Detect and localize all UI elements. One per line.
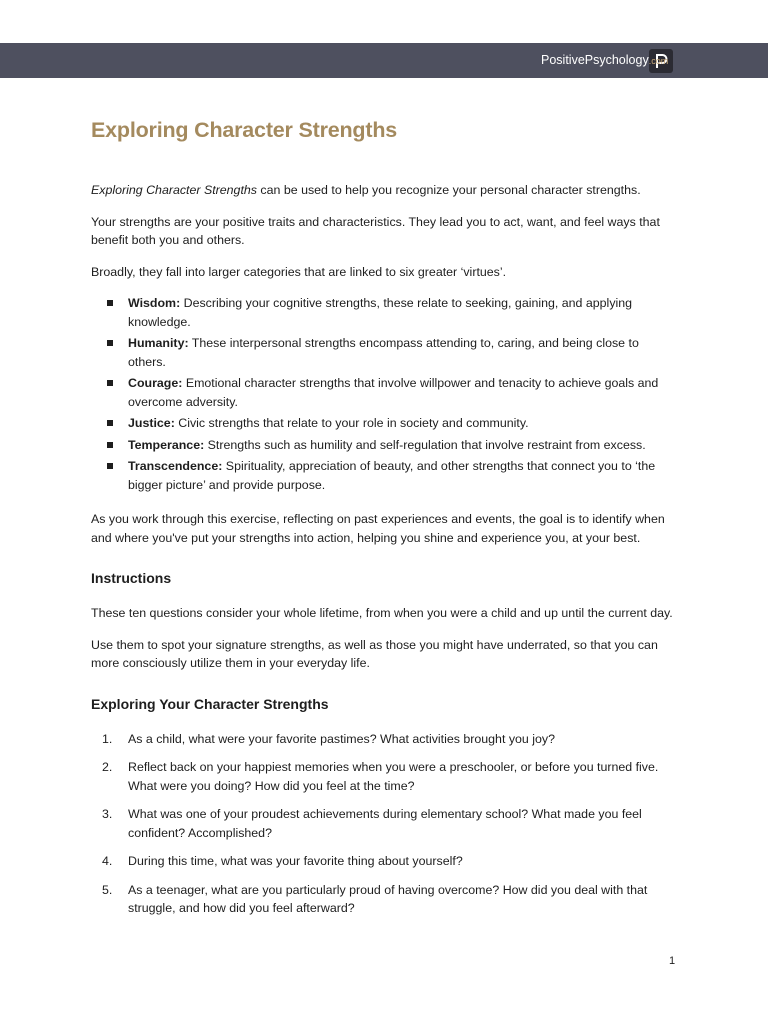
reflection-paragraph: As you work through this exercise, reflecting on past experiences and events, the goal is to identify when and where you've put your strengths into action, helping you shine and experience you, at your best. <box>91 512 665 545</box>
list-item: 4. During this time, what was your favorite thing about yourself? <box>102 854 463 868</box>
page-title: Exploring Character Strengths <box>91 118 398 142</box>
list-item: Courage: Emotional character strengths that involve willpower and tenacity to achieve goals and overcome adversity. <box>91 374 676 411</box>
list-item: 5. As a teenager, what are you particularly proud of having overcome? How did you deal with that struggle, and how did you feel afterward? <box>102 882 648 915</box>
list-item: Transcendence: Spirituality, appreciation of beauty, and other strengths that connect you to ‘the bigger picture’ and provide purpose. <box>91 457 676 494</box>
instructions-heading: Instructions <box>91 570 172 586</box>
exploring-heading: Exploring Your Character Strengths <box>91 695 329 712</box>
list-item: Justice: Civic strengths that relate to your role in society and community. <box>91 414 676 433</box>
brand-name: PositivePsychology.com <box>541 53 669 67</box>
list-item: 2. Reflect back on your happiest memories when you were a preschooler, or before you turned five. What were you doing? How did you feel at the time? <box>102 760 659 793</box>
questions-list <box>91 730 676 918</box>
square-bullet-icon <box>107 463 113 469</box>
square-bullet-icon <box>107 340 113 346</box>
list-item: Wisdom: Describing your cognitive strengths, these relate to seeking, gaining, and applying knowledge. <box>91 294 676 331</box>
square-bullet-icon <box>107 442 113 448</box>
list-item: 1. As a child, what were your favorite pastimes? What activities brought you joy? <box>102 731 555 746</box>
list-item: 3. What was one of your proudest achievements during elementary school? What made you feel confident? Accomplished? <box>102 807 642 840</box>
virtues-list <box>91 294 676 494</box>
intro-paragraph-2: Your strengths are your positive traits and characteristics. They lead you to act, want, and feel ways that benefit both you and others. <box>91 214 660 247</box>
list-item: Temperance: Strengths such as humility and self-regulation that involve restraint from excess. <box>91 436 676 455</box>
square-bullet-icon <box>107 300 113 306</box>
list-item: Humanity: These interpersonal strengths encompass attending to, caring, and being close to others. <box>91 334 676 371</box>
instructions-paragraph-2: Use them to spot your signature strengths, as well as those you might have underrated, so that you can more consciously utilize them in your everyday life. <box>91 637 658 670</box>
document-body <box>91 116 676 928</box>
intro-paragraph-1: Exploring Character Strengths can be used to help you recognize your personal character strengths. <box>91 183 641 197</box>
intro-paragraph-3: Broadly, they fall into larger categories that are linked to six greater ‘virtues’. <box>91 264 507 279</box>
square-bullet-icon <box>107 420 113 426</box>
intro-italic-title: Exploring Character Strengths <box>91 183 257 197</box>
page-number: 1 <box>669 955 676 967</box>
instructions-paragraph-1: These ten questions consider your whole lifetime, from when you were a child and up until the current day. <box>91 606 673 620</box>
square-bullet-icon <box>107 380 113 386</box>
header-banner <box>0 43 768 78</box>
